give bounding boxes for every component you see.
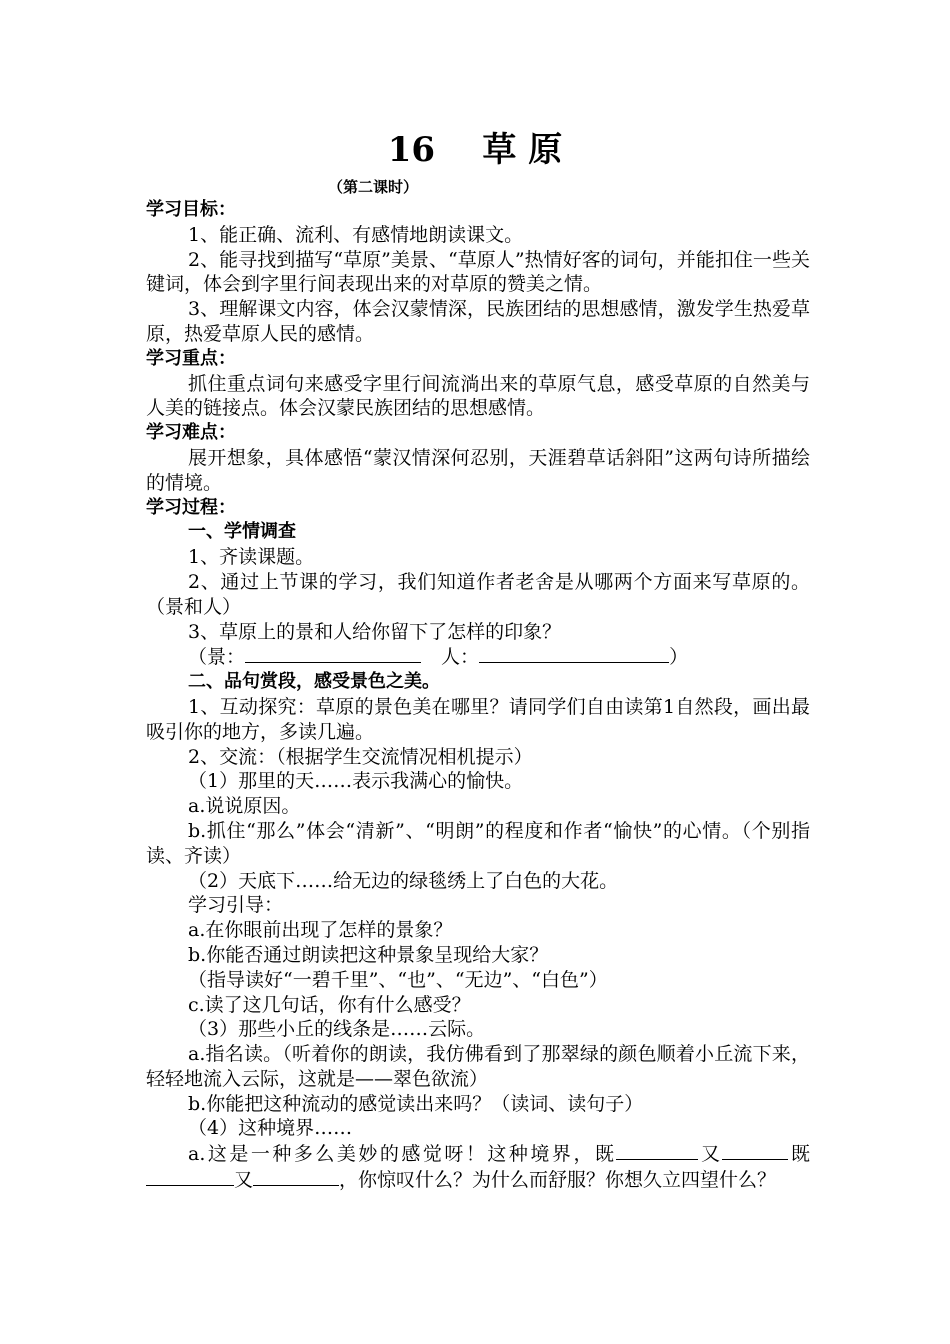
heading-difficulties: 学习难点： (146, 422, 236, 444)
learning-guide: 学习引导： (188, 894, 284, 917)
item-1a: a.说说原因。 (188, 795, 301, 818)
objective-3: 3、理解课文内容，体会汉蒙情深，民族团结的思想感情，激发学生热爱草原，热爱草原人民的感情。 (146, 298, 810, 345)
objective-1: 1、能正确、流利、有感情地朗读课文。 (188, 223, 524, 246)
part1-q1: 1、齐读课题。 (188, 546, 315, 569)
item-4a-text-5: ，你惊叹什么？为什么而舒服？你想久立四望什么？ (339, 1169, 777, 1192)
heading-objectives: 学习目标： (146, 199, 236, 220)
fill-blank-3 (146, 1167, 234, 1186)
item-1b: b.抓住“那么”体会“清新”、“明朗”的程度和作者“愉快”的心情。（个别指读、齐读） (146, 819, 810, 867)
fill-blank-1 (616, 1141, 698, 1160)
page-title: 16 草 原 (387, 130, 563, 170)
item-4a (146, 1141, 810, 1193)
part1-heading: 一、学情调查 (188, 521, 296, 543)
fill-blank-4 (253, 1167, 339, 1186)
fill-label-scenery: （景： (188, 646, 246, 669)
heading-process: 学习过程： (146, 496, 236, 518)
part2-q1: 1、互动探究：草原的景色美在哪里？请同学们自由读第1自然段，画出最吸引你的地方，多读几遍。 (146, 695, 810, 743)
item-3: （3）那些小丘的线条是……云际。 (188, 1018, 486, 1041)
part2-heading: 二、品句赏段，感受景色之美。 (188, 671, 440, 693)
item-2-note: （指导读好“一碧千里”、“也”、“无边”、“白色”） (188, 968, 608, 991)
item-2: （2）天底下……给无边的绿毯绣上了白色的大花。 (188, 869, 619, 892)
part1-q2: 2、通过上节课的学习，我们知道作者老舍是从哪两个方面来写草原的。（景和人） (146, 570, 810, 618)
fill-blank-scenery (245, 644, 421, 663)
key-points-text: 抓住重点词句来感受字里行间流淌出来的草原气息，感受草原的自然美与人美的链接点。体会汉蒙民族团结的思想感情。 (146, 372, 810, 420)
part2-q2: 2、交流：（根据学生交流情况相机提示） (188, 745, 533, 768)
item-2b: b.你能否通过朗读把这种景象呈现给大家？ (188, 943, 549, 966)
difficulties-text: 展开想象，具体感悟“蒙汉情深何忍别，天涯碧草话斜阳”这两句诗所描绘的情境。 (146, 446, 810, 494)
part1-q3: 3、草原上的景和人给你留下了怎样的印象？ (188, 620, 562, 643)
fill-blank-people (479, 644, 669, 663)
item-3b: b.你能把这种流动的感觉读出来吗？（读词、读句子） (188, 1092, 644, 1115)
part1-fill-line (146, 644, 810, 670)
objective-2: 2、能寻找到描写“草原”美景、“草原人”热情好客的词句，并能扣住一些关键词，体会到字里行间表现出来的对草原的赞美之情。 (146, 248, 810, 296)
item-4a-text-3: 既 (788, 1143, 810, 1166)
item-4a-text-1: a.这是一种多么美妙的感觉呀！这种境界，既 (188, 1143, 617, 1166)
fill-close: ） (669, 646, 689, 669)
item-1: （1）那里的天……表示我满心的愉快。 (188, 770, 524, 793)
fill-blank-2 (722, 1141, 788, 1160)
item-2a: a.在你眼前出现了怎样的景象？ (188, 919, 453, 942)
item-2c: c.读了这几句话，你有什么感受？ (188, 993, 471, 1016)
document-body (146, 198, 810, 1193)
heading-key-points: 学习重点： (146, 347, 236, 369)
fill-label-people: 人： (435, 646, 480, 669)
item-3a: a.指名读。（听着你的朗读，我仿佛看到了那翠绿的颜色顺着小丘流下来，轻轻地流入云际，这就是——翠色欲流） (146, 1043, 810, 1090)
item-4a-text-4: 又 (234, 1169, 254, 1192)
item-4: （4）这种境界…… (188, 1117, 353, 1140)
page-subtitle: （第二课时） (328, 178, 419, 196)
item-4a-text-2: 又 (698, 1143, 723, 1166)
